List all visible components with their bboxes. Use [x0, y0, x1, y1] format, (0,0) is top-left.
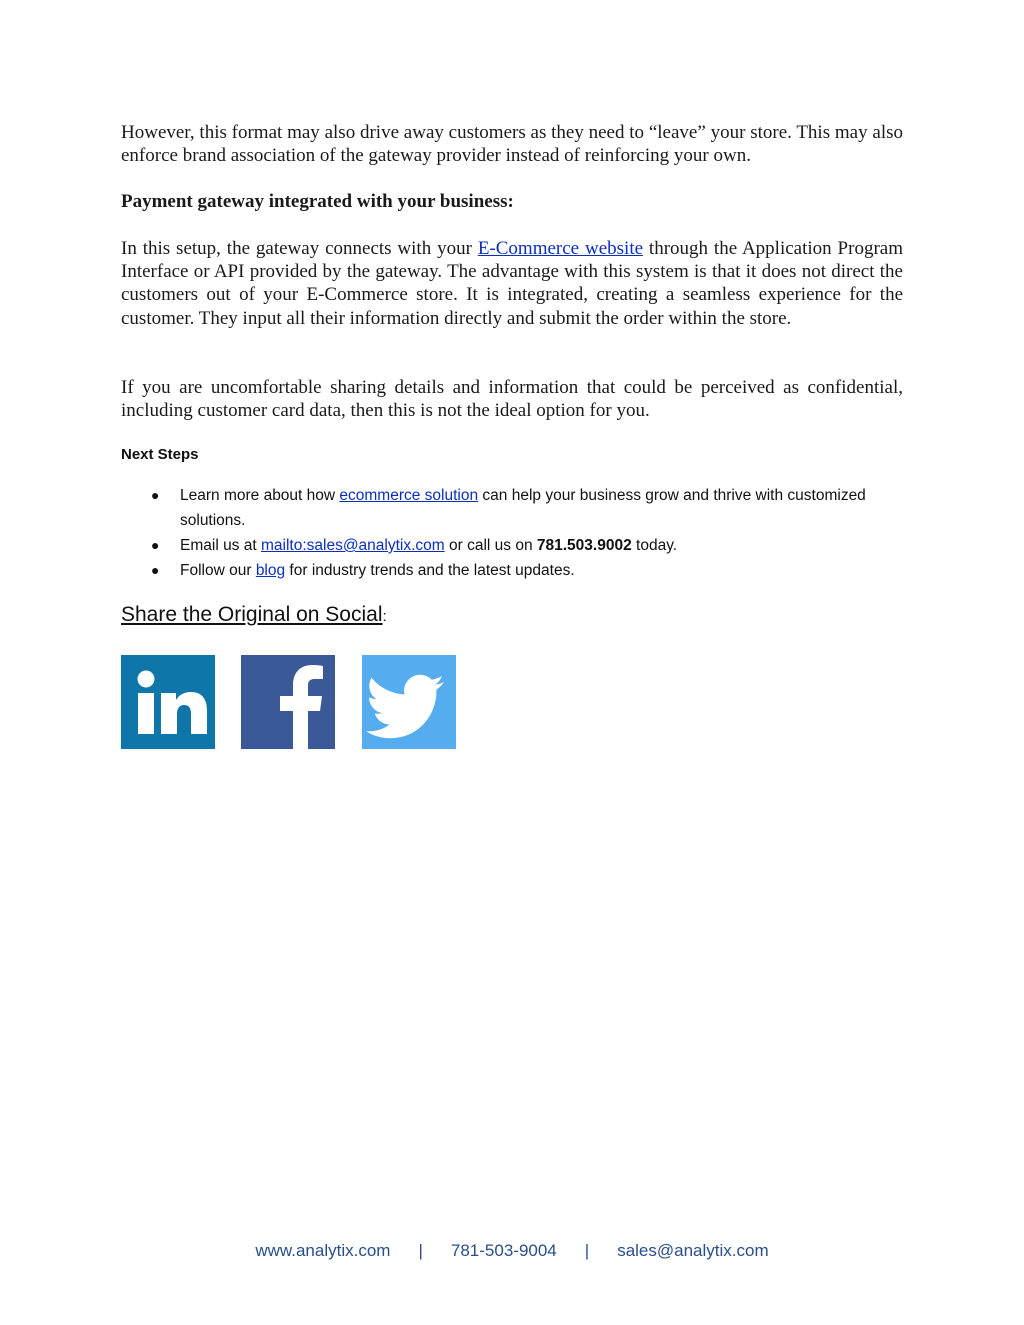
ecommerce-website-link[interactable]: E-Commerce website: [477, 238, 644, 259]
paragraph-text: through the Application Program Interface or API provided by the gateway. The advantage with this system is that it does not direct the customers out of your E-Commerce store. It is integrated, creating a seamless experience for the customer. They input all their information directly and submit the order within the store.: [121, 238, 903, 329]
list-item-text: can help your business grow and thrive with customized solutions.: [180, 487, 866, 529]
paragraph-confidentiality: If you are uncomfortable sharing details and information that could be perceived as confidential, including customer card data, then this is not the ideal option for you.: [121, 377, 903, 422]
list-item-text: Follow our: [180, 562, 256, 579]
paragraph-integrated-gateway: [121, 237, 903, 330]
next-steps-list: [121, 483, 881, 583]
bullet-icon: ●: [151, 562, 160, 578]
ecommerce-solution-link[interactable]: ecommerce solution: [339, 487, 479, 504]
email-link[interactable]: mailto:sales@analytix.com: [260, 537, 445, 554]
list-item-text: Email us at: [180, 537, 261, 554]
list-item-text: or call us on: [444, 537, 537, 554]
footer-email[interactable]: sales@analytix.com: [617, 1241, 769, 1260]
footer-separator: |: [418, 1241, 423, 1260]
list-item-text: Learn more about how: [180, 487, 340, 504]
list-item-text: today.: [631, 537, 678, 554]
facebook-icon: [241, 655, 335, 749]
bullet-icon: ●: [151, 487, 160, 503]
next-steps-heading: Next Steps: [121, 446, 199, 463]
blog-link[interactable]: blog: [255, 562, 286, 579]
twitter-share-button[interactable]: [362, 655, 456, 749]
phone-number: 781.503.9002: [536, 537, 632, 554]
list-item: [121, 533, 881, 558]
share-heading: [121, 603, 387, 627]
share-title: Share the Original on Social: [121, 603, 383, 626]
paragraph-format-drawback: However, this format may also drive away customers as they need to “leave” your store. This may also enforce brand association of the gateway provider instead of reinforcing your own.: [121, 122, 903, 167]
page-footer: [0, 1241, 1024, 1261]
list-item-text: for industry trends and the latest updates.: [285, 562, 575, 579]
footer-phone: 781-503-9004: [450, 1241, 557, 1260]
linkedin-icon: [121, 655, 215, 749]
bullet-icon: ●: [151, 537, 160, 553]
paragraph-text: In this setup, the gateway connects with your: [121, 238, 478, 259]
section-heading: Payment gateway integrated with your business:: [121, 191, 514, 212]
footer-separator: |: [584, 1241, 590, 1260]
facebook-share-button[interactable]: [241, 655, 335, 749]
share-colon: :: [382, 608, 387, 625]
linkedin-share-button[interactable]: [121, 655, 215, 749]
twitter-icon: [362, 655, 456, 749]
list-item: [121, 558, 881, 583]
footer-website[interactable]: www.analytix.com: [255, 1241, 391, 1260]
list-item: [121, 483, 881, 533]
